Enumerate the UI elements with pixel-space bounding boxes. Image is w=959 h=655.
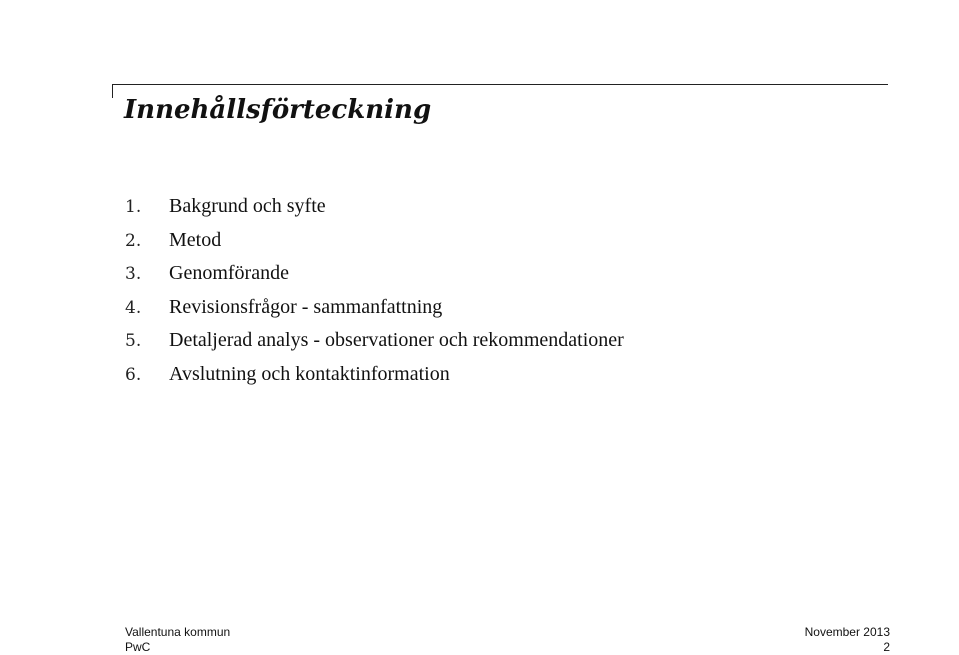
toc-item: [125, 324, 624, 358]
footer-left: [125, 625, 230, 655]
toc-item-label: Metod: [169, 228, 222, 251]
toc-item-label: Genomförande: [169, 262, 289, 285]
header-corner-tick: [112, 84, 113, 98]
toc-item-label: Revisionsfrågor - sammanfattning: [169, 295, 443, 318]
toc-item-label: Detaljerad analys - observationer och rekommendationer: [169, 329, 624, 352]
toc-item: [125, 224, 624, 258]
page-number: 2: [883, 640, 890, 654]
header-rule: [112, 84, 888, 85]
table-of-contents: [125, 190, 624, 392]
page-title: Innehållsförteckning: [124, 95, 432, 125]
toc-item: [125, 291, 624, 325]
toc-item-label: Avslutning och kontaktinformation: [169, 362, 450, 385]
footer-date: November 2013: [804, 625, 890, 639]
toc-item-number: 6.: [125, 364, 142, 385]
toc-item-number: 4.: [125, 297, 142, 318]
toc-item-number: 3.: [125, 264, 142, 285]
footer-organization: Vallentuna kommun: [125, 625, 231, 639]
toc-item-number: 2.: [125, 230, 142, 251]
toc-item-label: Bakgrund och syfte: [169, 195, 326, 217]
toc-item-number: 1.: [125, 197, 142, 217]
footer-company: PwC: [125, 640, 151, 654]
toc-item: [125, 358, 624, 392]
toc-item: [125, 257, 624, 291]
toc-item-number: 5.: [125, 331, 142, 352]
footer-right: [805, 625, 890, 655]
toc-item: [125, 190, 624, 224]
